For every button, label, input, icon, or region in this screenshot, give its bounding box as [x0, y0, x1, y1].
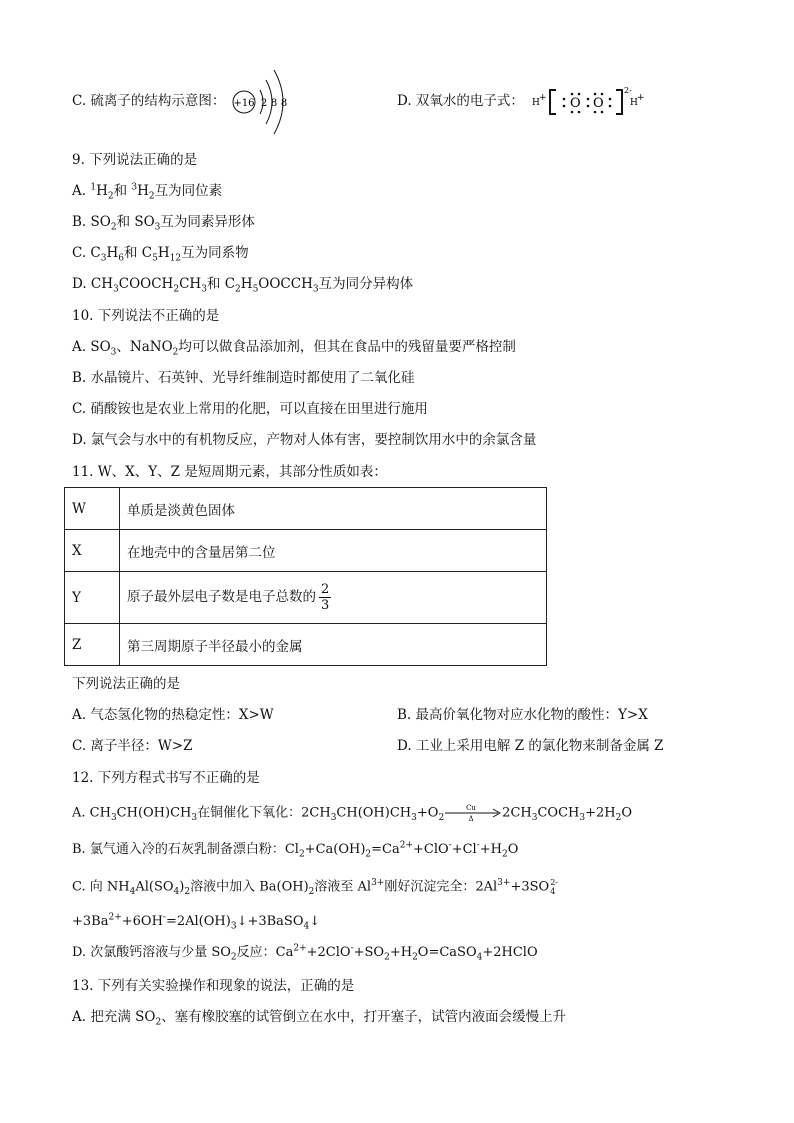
q11-sub-stem: 下列说法正确的是 — [72, 676, 180, 692]
q9-option-a: A. $^1H_2$和 $^3H_2$互为同位素 — [72, 182, 223, 202]
option-8c: C. 硫离子的结构示意图： — [72, 93, 226, 109]
q12-option-a: A. $CH_3CH(OH)CH_3$在铜催化下氧化：$2CH_3CH(OH)CH_3+O_2$ Cu Δ $2CH_3COCH_3+2H_2O$ — [72, 804, 633, 824]
q13-option-a: A. 把充满 $SO_2$、塞有橡胶塞的试管倒立在水中，打开塞子，试管内液面会缓慢上升 — [72, 1009, 567, 1028]
property-cell: 原子最外层电子数是电子总数的 $\frac{2}{3}$ — [120, 572, 547, 624]
q12-option-b: B. 氯气通入冷的石灰乳制备漂白粉：$Cl_2+Ca(OH)_2=Ca^{2+}+ClO^-+Cl^-+H_2O$ — [72, 840, 519, 860]
q10-option-c: C. 硝酸铵也是农业上常用的化肥，可以直接在田里进行施用 — [72, 401, 428, 417]
reaction-arrow — [444, 804, 502, 822]
q9-option-d: D. $CH_3COOCH_2CH_3$和 $C_2H_5OOCCH_3$互为同分异构体 — [72, 276, 414, 295]
q12-option-c-continued: $+3Ba^{2+}+6OH^-=2Al(OH)_3↓+3BaSO_4↓$ — [72, 912, 321, 932]
element-cell: W — [65, 488, 120, 530]
q9-option-b: B. $SO_2$和 $SO_3$互为同素异形体 — [72, 214, 255, 233]
element-properties-table — [64, 487, 547, 666]
option-8d: D. 双氧水的电子式： — [397, 93, 524, 109]
q13-stem: 13. 下列有关实验操作和现象的说法，正确的是 — [72, 978, 355, 994]
sulfide-nucleus-label: +16 — [233, 98, 255, 109]
table-row — [65, 624, 547, 666]
sulfide-shell-2: 8 — [270, 98, 278, 109]
element-cell: X — [65, 530, 120, 572]
q10-stem: 10. 下列说法不正确的是 — [72, 308, 220, 324]
q10-option-d: D. 氯气会与水中的有机物反应，产物对人体有害，要控制饮用水中的余氯含量 — [72, 432, 537, 448]
q12-stem: 12. 下列方程式书写不正确的是 — [72, 770, 260, 786]
property-cell: 单质是淡黄色固体 — [120, 488, 547, 530]
q10-option-a: A. $SO_3$、NaNO$_2$均可以做食品添加剂，但其在食品中的残留量要严格控制 — [72, 339, 516, 358]
sulfide-shell-1: 2 — [260, 98, 268, 109]
q12-option-d: D. 次氯酸钙溶液与少量 $SO_2$反应：$Ca^{2+}+2ClO^-+SO_2+H_2O=CaSO_4+2HClO$ — [72, 943, 538, 963]
peroxide-plus-right: + — [637, 93, 645, 103]
table-row — [65, 488, 547, 530]
sulfide-ion-structure-diagram — [228, 66, 300, 138]
q11-stem: 11. W、X、Y、Z 是短周期元素，其部分性质如表： — [72, 464, 387, 480]
heat-label: Δ — [468, 815, 474, 822]
element-cell: Y — [65, 572, 120, 624]
q9-option-c: C. $C_3H_6$和 $C_5H_{12}$互为同系物 — [72, 245, 249, 264]
table-row — [65, 572, 547, 624]
q11-option-a: A. 气态氢化物的热稳定性：X>W — [72, 707, 274, 723]
q11-option-b: B. 最高价氧化物对应水化物的酸性：Y>X — [397, 707, 648, 723]
property-cell: 在地壳中的含量居第二位 — [120, 530, 547, 572]
q12-option-c: C. 向 $NH_4Al(SO_4)_2$溶液中加入 $Ba(OH)_2$溶液至 $Al^{3+}$刚好沉淀完全：$2Al^{3+}+3SO$ 2- 4 — [72, 878, 558, 898]
q10-option-b: B. 水晶镜片、石英钟、光导纤维制造时都使用了二氧化硅 — [72, 370, 415, 386]
peroxide-electron-formula — [530, 84, 646, 118]
peroxide-charge: 2- — [624, 86, 632, 95]
element-cell: Z — [65, 624, 120, 666]
peroxide-h-right: H — [630, 98, 638, 108]
sulfide-shell-3: 8 — [280, 98, 288, 109]
peroxide-plus-left: + — [539, 93, 547, 103]
catalyst-label: Cu — [466, 804, 477, 812]
fraction: $\frac{2}{3}$ — [321, 582, 330, 613]
peroxide-o1: O — [570, 96, 581, 111]
property-cell: 第三周期原子半径最小的金属 — [120, 624, 547, 666]
q11-option-d: D. 工业上采用电解 Z 的氯化物来制备金属 Z — [397, 738, 664, 754]
sulfate-ion-script: 2- 4 — [550, 878, 558, 896]
table-row — [65, 530, 547, 572]
peroxide-h-left: H — [532, 98, 540, 108]
q9-stem: 9. 下列说法正确的是 — [72, 152, 198, 168]
q11-option-c: C. 离子半径：W>Z — [72, 738, 193, 754]
peroxide-o2: O — [593, 96, 604, 111]
